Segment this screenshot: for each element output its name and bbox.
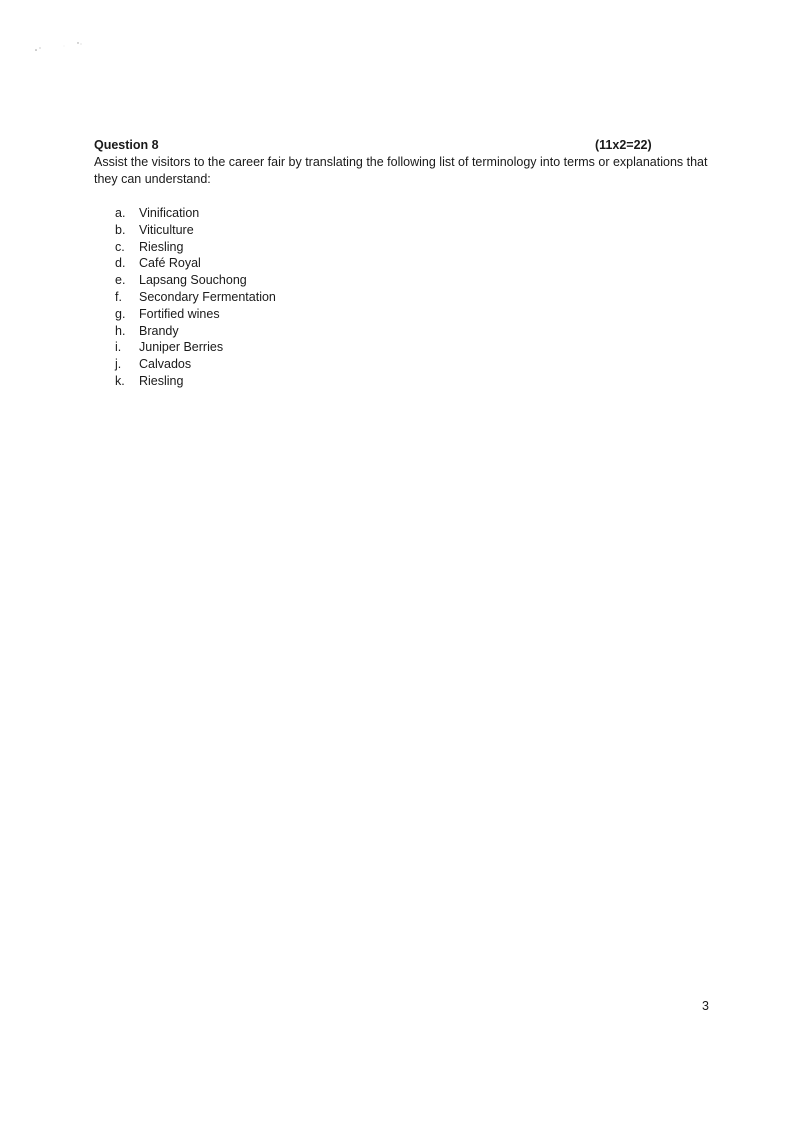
list-item xyxy=(94,205,714,222)
list-item xyxy=(94,323,714,340)
list-item-letter: k. xyxy=(115,373,125,388)
list-item-text: Café Royal xyxy=(139,256,201,271)
list-item xyxy=(94,373,714,390)
list-item-text: Secondary Fermentation xyxy=(139,289,276,304)
list-item-letter: i. xyxy=(115,340,122,355)
list-item-text: Viticulture xyxy=(139,222,194,237)
list-item-letter: a. xyxy=(115,206,126,220)
question-instructions: Assist the visitors to the career fair by translating the following list of terminology into terms or explanations that they can understand: xyxy=(94,155,708,186)
list-item-text: Riesling xyxy=(139,373,184,388)
question-title: Question 8 xyxy=(94,138,159,152)
list-item-text: Fortified wines xyxy=(139,306,220,321)
list-item xyxy=(94,356,714,373)
scan-artifact xyxy=(34,40,94,54)
question-block xyxy=(94,138,714,406)
list-item-text: Vinification xyxy=(139,206,200,220)
list-item-letter: c. xyxy=(115,239,125,254)
question-header xyxy=(94,138,714,154)
list-item-text: Juniper Berries xyxy=(139,340,224,355)
list-item-text: Calvados xyxy=(139,357,192,372)
list-item-letter: f. xyxy=(115,289,122,304)
list-item-letter: e. xyxy=(115,273,126,288)
term-list xyxy=(94,205,714,390)
list-item xyxy=(94,339,714,356)
list-item xyxy=(94,222,714,239)
list-item-letter: d. xyxy=(115,256,126,271)
list-item xyxy=(94,272,714,289)
list-item-text: Brandy xyxy=(139,323,179,338)
list-item xyxy=(94,289,714,306)
list-item-text: Riesling xyxy=(139,239,184,254)
list-item-letter: j. xyxy=(115,357,122,372)
list-item xyxy=(94,239,714,256)
question-marks: (11x2=22) xyxy=(595,138,652,152)
list-item-letter: h. xyxy=(115,323,126,338)
list-item-letter: b. xyxy=(115,222,126,237)
page-number: 3 xyxy=(702,999,709,1013)
list-item xyxy=(94,255,714,272)
list-item xyxy=(94,306,714,323)
list-item-text: Lapsang Souchong xyxy=(139,273,247,288)
list-item-letter: g. xyxy=(115,306,126,321)
